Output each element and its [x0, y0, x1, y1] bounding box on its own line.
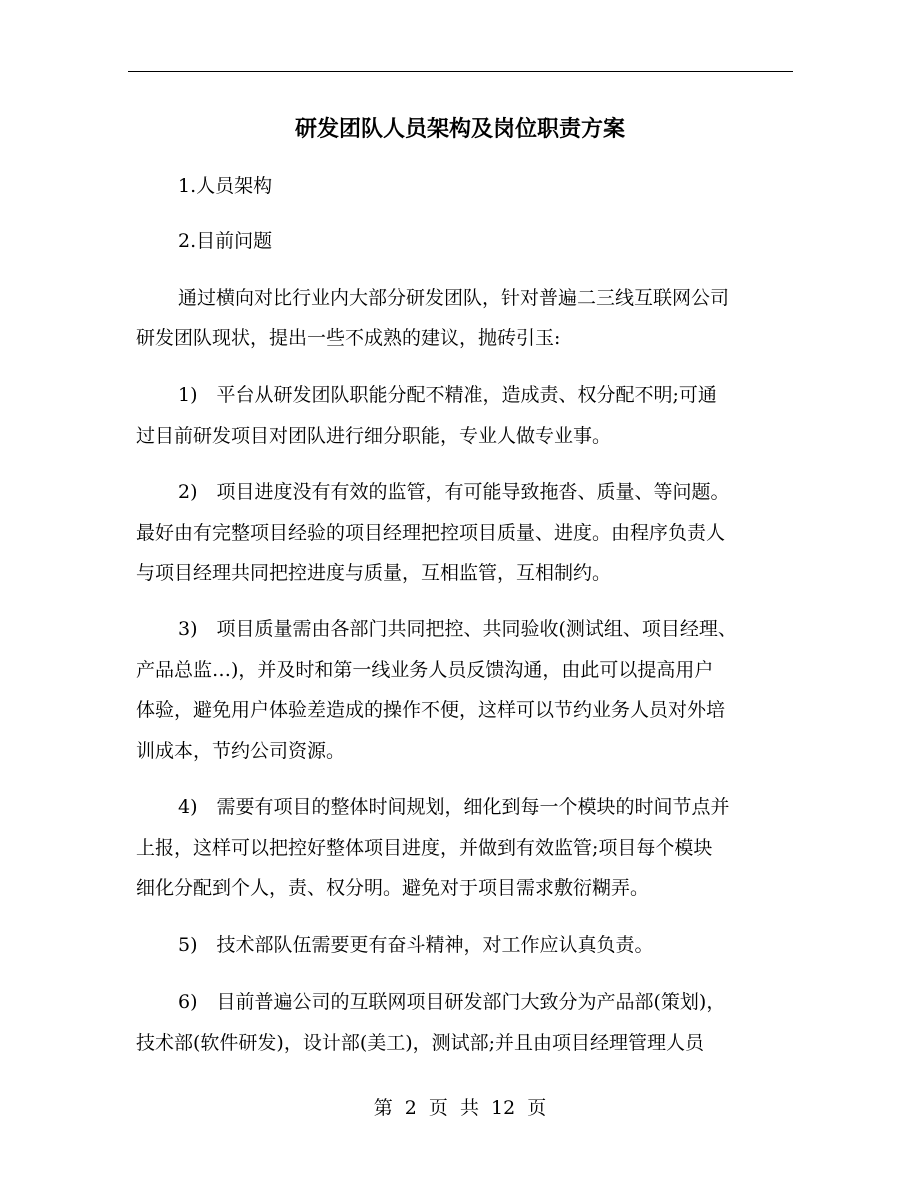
- item-1-line-1: 1) 平台从研发团队职能分配不精准，造成责、权分配不明;可通: [178, 384, 717, 406]
- footer-total-pages: 12: [491, 1097, 516, 1119]
- intro-line-2: 研发团队现状，提出一些不成熟的建议，抛砖引玉:: [136, 327, 561, 349]
- item-6-line-1: 6) 目前普遍公司的互联网项目研发部门大致分为产品部(策划)，: [178, 991, 726, 1013]
- item-4-line-3: 细化分配到个人，责、权分明。避免对于项目需求敷衍糊弄。: [136, 877, 650, 899]
- item-6-line-2: 技术部(软件研发)，设计部(美工)，测试部;并且由项目经理管理人员: [136, 1032, 705, 1054]
- document-title: 研发团队人员架构及岗位职责方案: [294, 116, 625, 142]
- item-4-line-1: 4) 需要有项目的整体时间规划，细化到每一个模块的时间节点并: [178, 796, 730, 818]
- footer-word-ye: 页: [428, 1097, 448, 1119]
- section-heading-1: 1.人员架构: [178, 175, 273, 197]
- item-1-line-2: 过目前研发项目对团队进行细分职能，专业人做专业事。: [136, 425, 612, 447]
- item-2-line-3: 与项目经理共同把控进度与质量，互相监管，互相制约。: [136, 562, 612, 584]
- item-2-line-2: 最好由有完整项目经验的项目经理把控项目质量、进度。由程序负责人: [136, 522, 726, 544]
- footer-word-ye-2: 页: [527, 1097, 547, 1119]
- item-3-line-1: 3) 项目质量需由各部门共同把控、共同验收(测试组、项目经理、: [178, 618, 737, 640]
- item-5-line-1: 5) 技术部队伍需要更有奋斗精神，对工作应认真负责。: [178, 934, 654, 956]
- item-2-line-1: 2) 项目进度没有有效的监管，有可能导致拖沓、质量、等问题。: [178, 481, 730, 503]
- item-3-line-2: 产品总监…)，并及时和第一线业务人员反馈沟通，由此可以提高用户: [136, 659, 714, 681]
- item-3-line-4: 训成本，节约公司资源。: [136, 740, 346, 762]
- section-heading-2: 2.目前问题: [178, 230, 273, 252]
- intro-line-1: 通过横向对比行业内大部分研发团队，针对普遍二三线互联网公司: [178, 287, 730, 309]
- item-3-line-3: 体验，避免用户体验差造成的操作不便，这样可以节约业务人员对外培: [136, 699, 726, 721]
- footer-word-gong: 共: [459, 1097, 479, 1119]
- footer-current-page: 2: [404, 1097, 417, 1119]
- page-footer: [0, 1093, 920, 1120]
- item-4-line-2: 上报，这样可以把控好整体项目进度，并做到有效监管;项目每个模块: [136, 837, 713, 859]
- footer-word-di: 第: [373, 1097, 393, 1119]
- header-rule: [128, 71, 793, 72]
